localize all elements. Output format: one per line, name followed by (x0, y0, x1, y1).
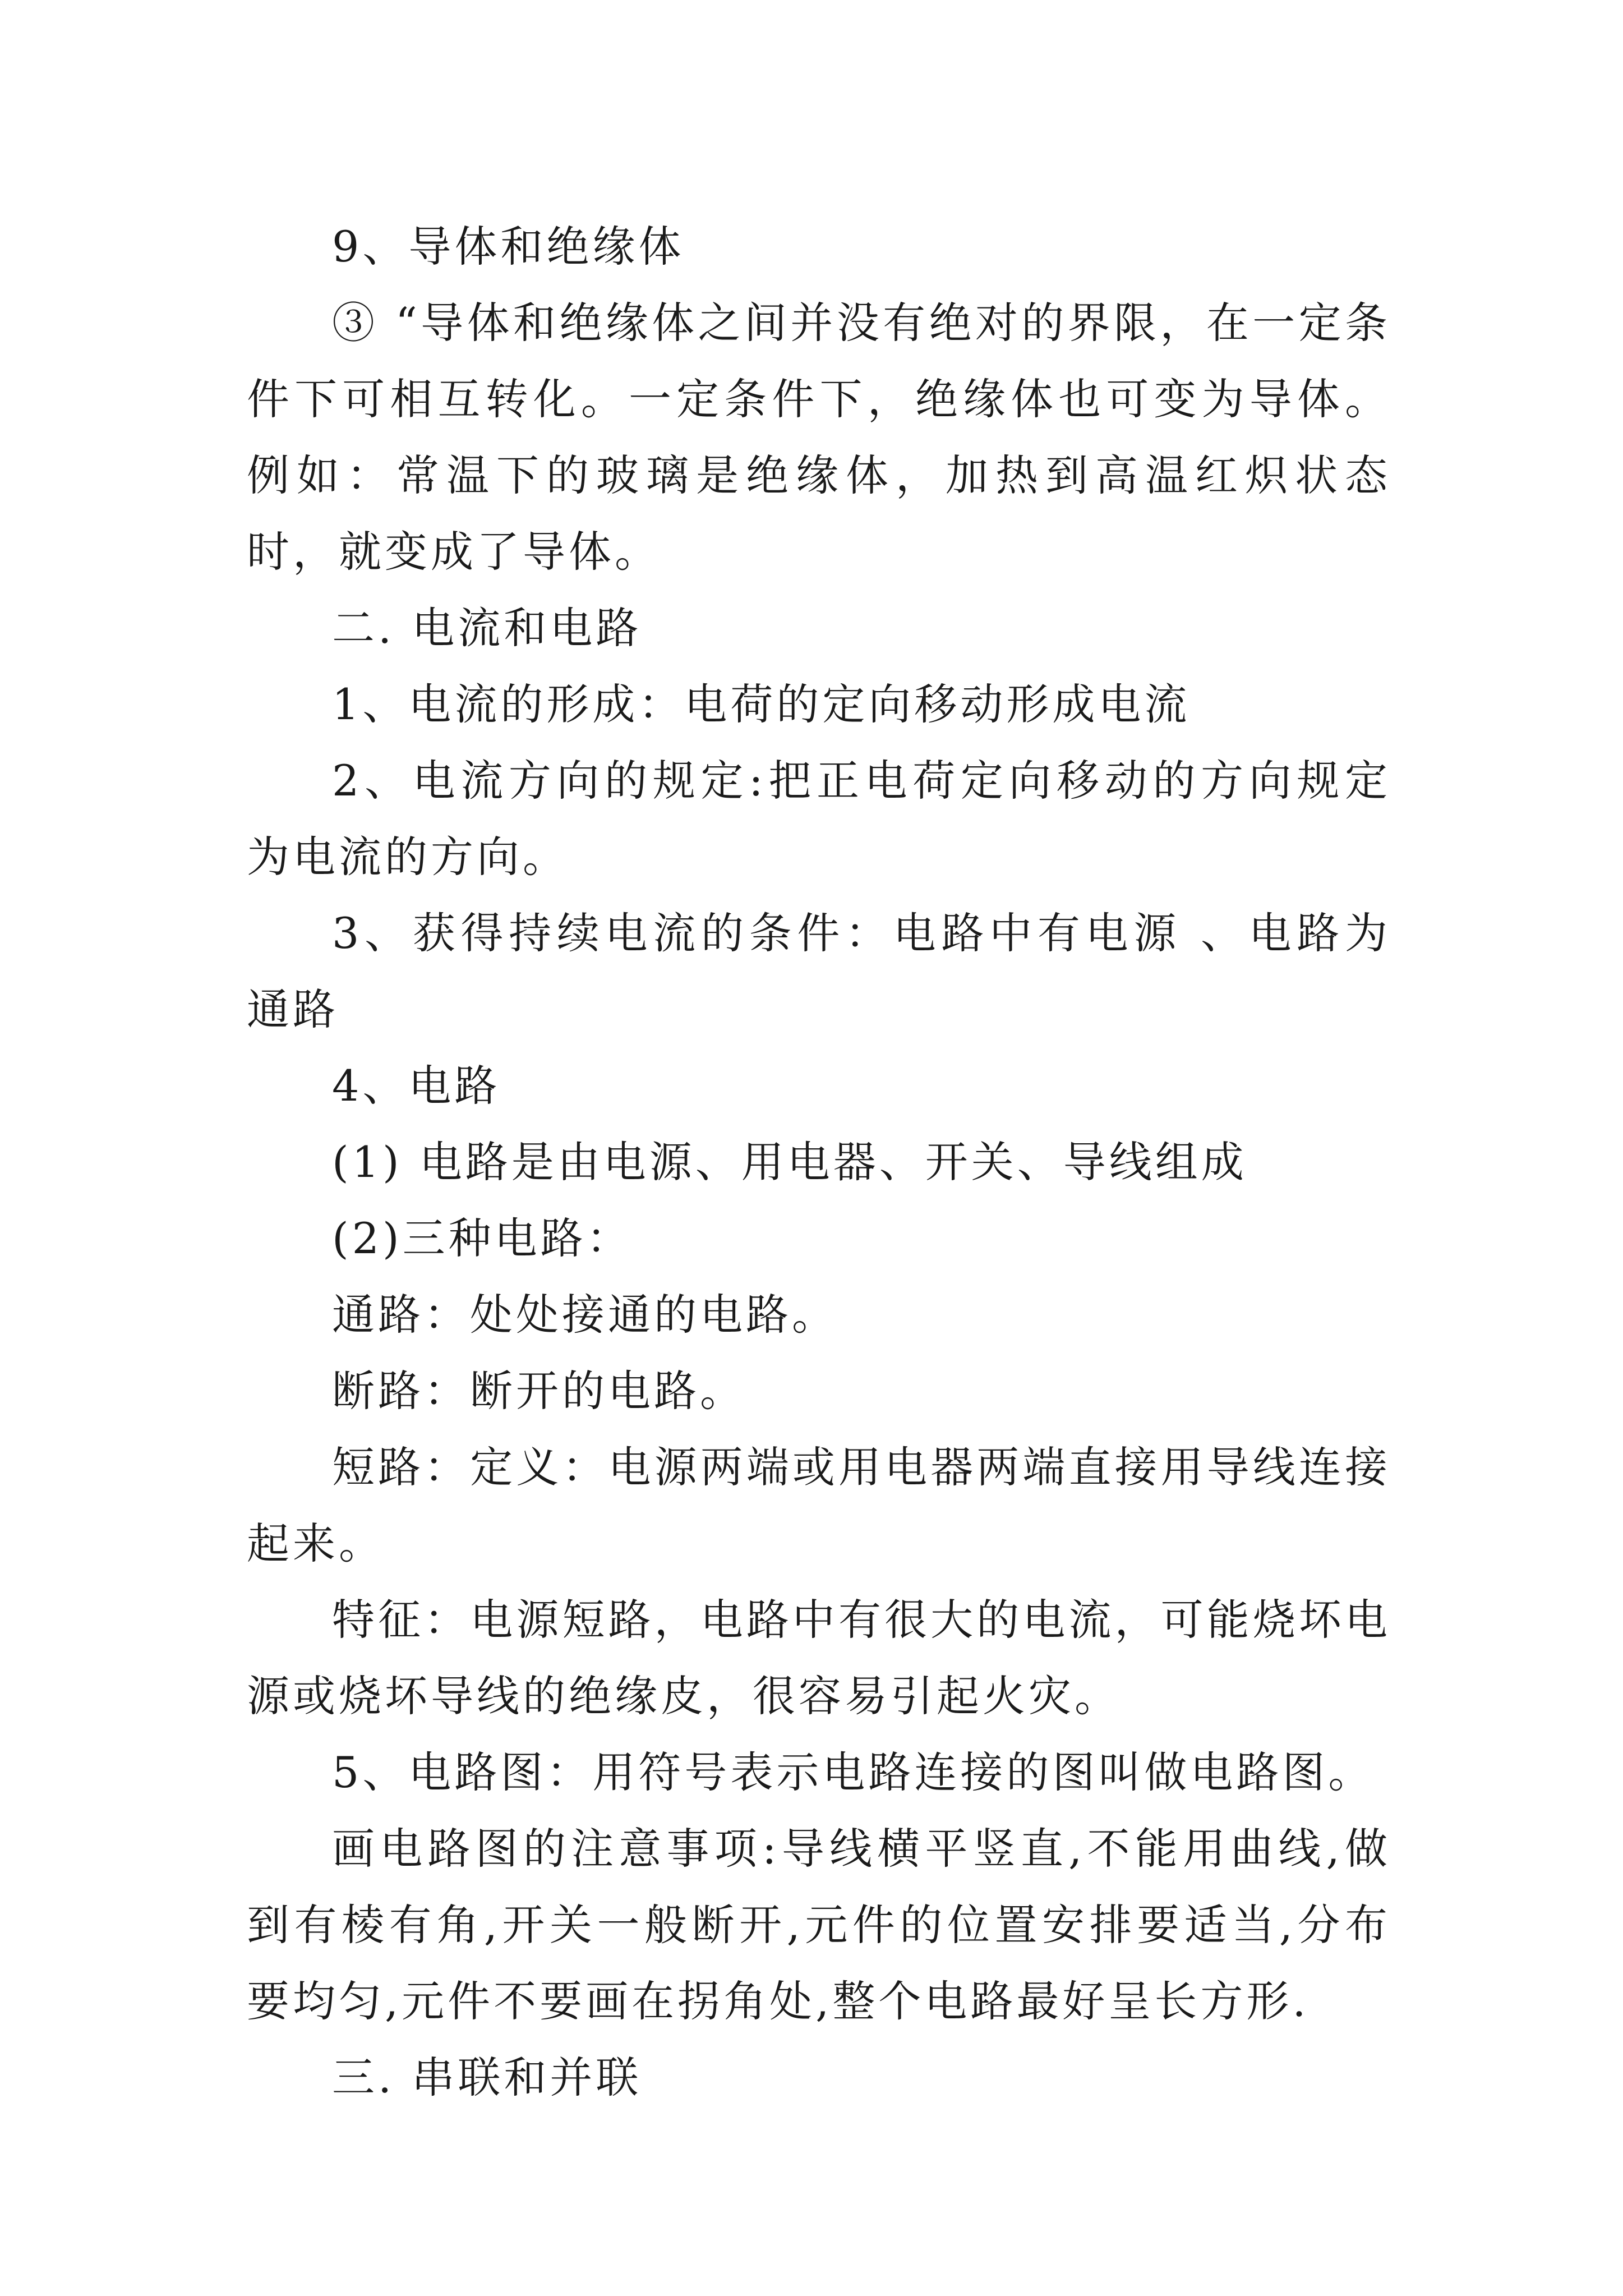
paragraph-short-circuit-definition: 短路：定义：电源两端或用电器两端直接用导线连接起来。 (247, 1442, 1391, 1568)
section-heading-series-parallel: 三. 串联和并联 (332, 2053, 642, 2102)
section-heading-conductors-insulators: 9、导体和绝缘体 (332, 222, 685, 272)
paragraph-conductor-insulator-conversion: ③ “导体和绝缘体之间并没有绝对的界限，在一定条件下可相互转化。一定条件下，绝缘体也可变为导体。例如：常温下的玻璃是绝缘体，加热到高温红炽状态时，就变成了导体。 (247, 298, 1391, 577)
paragraph-circuit-diagram: 5、电路图：用符号表示电路连接的图叫做电路图。 (332, 1747, 1375, 1797)
paragraph-circuit-components: (1) 电路是由电源、用电器、开关、导线组成 (332, 1137, 1247, 1187)
document-body (247, 209, 1391, 2116)
paragraph-closed-circuit: 通路：处处接通的电路。 (332, 1290, 838, 1340)
paragraph-current-formation: 1、电流的形成：电荷的定向移动形成电流 (332, 679, 1191, 729)
paragraph-continuous-current-conditions: 3、获得持续电流的条件：电路中有电源 、电路为通路 (247, 908, 1391, 1034)
paragraph-open-circuit: 断路：断开的电路。 (332, 1366, 746, 1416)
paragraph-three-circuit-types: (2)三种电路： (332, 1213, 633, 1263)
paragraph-circuit-diagram-notes: 画电路图的注意事项:导线横平竖直,不能用曲线,做到有棱有角,开关一般断开,元件的位置安排要适当,分布要均匀,元件不要画在拐角处,整个电路最好呈长方形. (247, 1824, 1391, 2026)
subheading-circuit: 4、电路 (332, 1061, 501, 1111)
section-heading-current-circuits: 二. 电流和电路 (332, 603, 642, 653)
paragraph-current-direction: 2、电流方向的规定:把正电荷定向移动的方向规定为电流的方向。 (247, 756, 1391, 882)
paragraph-short-circuit-features: 特征：电源短路，电路中有很大的电流，可能烧坏电源或烧坏导线的绝缘皮，很容易引起火灾。 (247, 1595, 1391, 1721)
